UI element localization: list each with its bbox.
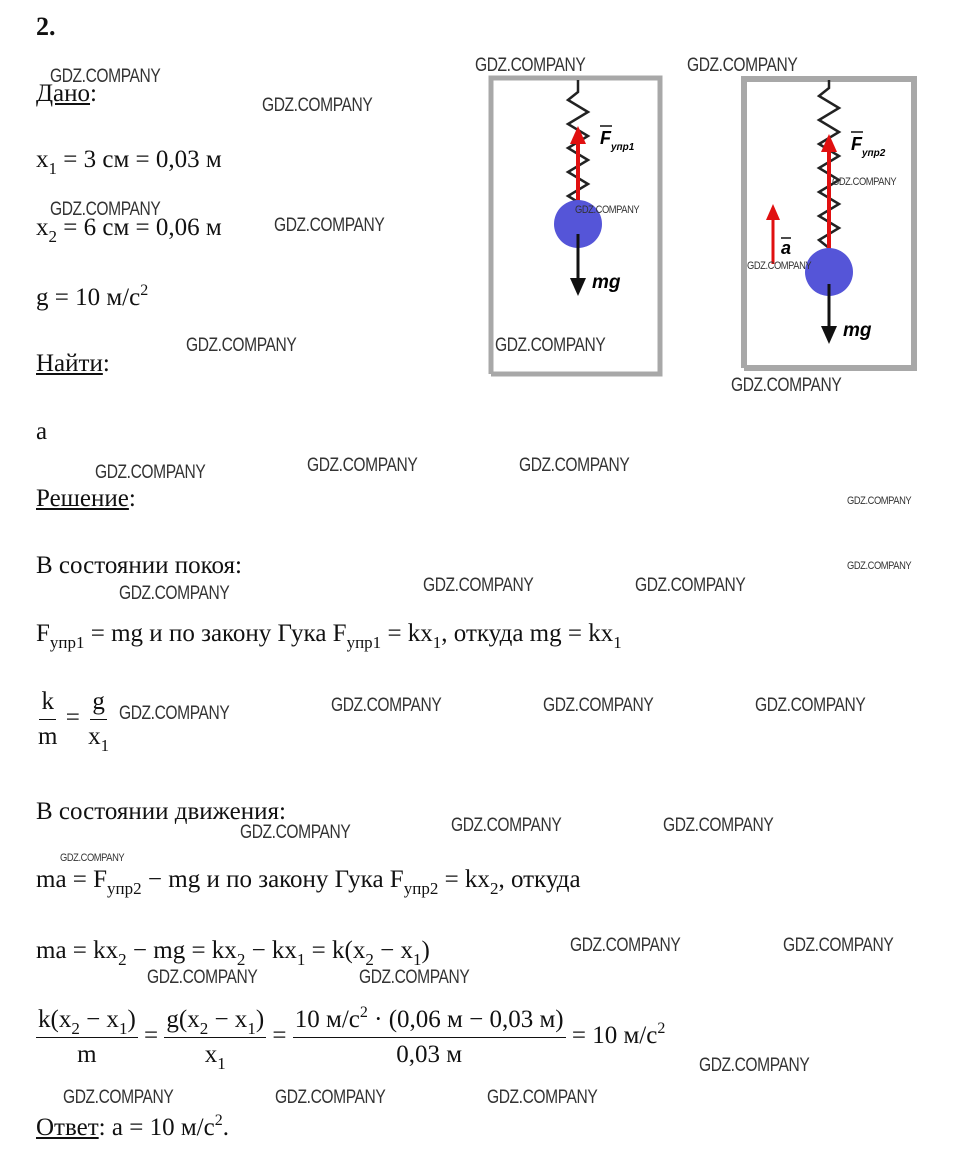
given-heading: Дано: bbox=[36, 80, 97, 107]
watermark: GDZ.COMPANY bbox=[50, 199, 161, 220]
given-x1: $x_1 = 3$ см = 0,03 м bbox=[36, 146, 222, 178]
weight-arrowhead-rest bbox=[570, 278, 586, 296]
fraction-k-over-m: $\frac{k}{m}$ = $\frac{g}{x_1}$ bbox=[38, 688, 110, 755]
f2-label: $F_{упр2}$ bbox=[851, 134, 886, 159]
watermark: GDZ.COMPANY bbox=[847, 495, 912, 507]
f1-label: $F_{упр1}$ bbox=[600, 128, 635, 153]
watermark: GDZ.COMPANY bbox=[755, 695, 866, 716]
watermark: GDZ.COMPANY bbox=[60, 852, 125, 864]
watermark: GDZ.COMPANY bbox=[570, 935, 681, 956]
diagram-rest-state bbox=[488, 74, 664, 378]
find-heading: Найти: bbox=[36, 350, 110, 377]
watermark: GDZ.COMPANY bbox=[262, 95, 373, 116]
watermark: GDZ.COMPANY bbox=[147, 967, 258, 988]
diagram-motion-state bbox=[739, 74, 919, 378]
watermark: GDZ.COMPANY bbox=[487, 1087, 598, 1108]
force-arrowhead-motion bbox=[821, 134, 837, 152]
rest-state-heading: В состоянии покоя: bbox=[36, 552, 242, 579]
watermark: GDZ.COMPANY bbox=[635, 575, 746, 596]
watermark: GDZ.COMPANY bbox=[274, 215, 385, 236]
watermark: GDZ.COMPANY bbox=[731, 375, 842, 396]
watermark: GDZ.COMPANY bbox=[543, 695, 654, 716]
watermark: GDZ.COMPANY bbox=[119, 583, 230, 604]
mg-label-rest: mg bbox=[592, 272, 621, 293]
given-g: g = 10 $м/с^2$ bbox=[36, 282, 149, 311]
motion-state-heading: В состоянии движения: bbox=[36, 798, 286, 825]
watermark: GDZ.COMPANY bbox=[63, 1087, 174, 1108]
solution-heading: Решение: bbox=[36, 485, 136, 512]
watermark: GDZ.COMPANY bbox=[699, 1055, 810, 1076]
find-value: a bbox=[36, 418, 48, 445]
watermark: GDZ.COMPANY bbox=[186, 335, 297, 356]
watermark: GDZ.COMPANY bbox=[495, 335, 606, 356]
watermark: GDZ.COMPANY bbox=[275, 1087, 386, 1108]
answer: Ответ: a = 10 $м/с^2$. bbox=[36, 1112, 229, 1141]
a-label: a bbox=[781, 238, 792, 258]
mg-label-motion: mg bbox=[843, 320, 872, 341]
watermark: GDZ.COMPANY bbox=[359, 967, 470, 988]
watermark: GDZ.COMPANY bbox=[423, 575, 534, 596]
equation-final: $\frac{k(x_2 - x_1)}{m}$ = $\frac{g(x_2 - x_1)}{x_1}$ = $\frac{10 м/с^2 \cdot (0,06 м - 0,03 м)}{0,03 м}$ = 10 $м/с^2$ bbox=[38, 1004, 666, 1073]
watermark: GDZ.COMPANY bbox=[50, 66, 161, 87]
watermark: GDZ.COMPANY bbox=[847, 560, 912, 572]
watermark: GDZ.COMPANY bbox=[687, 55, 798, 76]
force-arrowhead-rest bbox=[570, 126, 586, 144]
watermark: GDZ.COMPANY bbox=[783, 935, 894, 956]
given-x2: $x_2 = 6$ см = 0,06 м bbox=[36, 214, 222, 246]
watermark: GDZ.COMPANY bbox=[575, 204, 640, 216]
equation-rest: $F_{упр1}$ = mg и по закону Гука $F_{упр1} = kx_1$, откуда mg = $kx_1$ bbox=[36, 620, 622, 652]
watermark: GDZ.COMPANY bbox=[307, 455, 418, 476]
watermark: GDZ.COMPANY bbox=[832, 176, 897, 188]
weight-arrowhead-motion bbox=[821, 326, 837, 344]
equation-motion: ma = $F_{упр2}$ − mg и по закону Гука $F_{упр2} = kx_2$, откуда bbox=[36, 866, 581, 898]
watermark: GDZ.COMPANY bbox=[451, 815, 562, 836]
watermark: GDZ.COMPANY bbox=[519, 455, 630, 476]
equation-ma: ma = $kx_2$ − mg = $kx_2 - kx_1 = k(x_2 - x_1)$ bbox=[36, 937, 430, 969]
acceleration-arrowhead bbox=[766, 204, 780, 220]
watermark: GDZ.COMPANY bbox=[747, 260, 812, 272]
watermark: GDZ.COMPANY bbox=[475, 55, 586, 76]
watermark: GDZ.COMPANY bbox=[240, 822, 351, 843]
watermark: GDZ.COMPANY bbox=[331, 695, 442, 716]
watermark: GDZ.COMPANY bbox=[119, 703, 230, 724]
problem-number: 2. bbox=[36, 12, 56, 41]
watermark: GDZ.COMPANY bbox=[663, 815, 774, 836]
watermark: GDZ.COMPANY bbox=[95, 462, 206, 483]
